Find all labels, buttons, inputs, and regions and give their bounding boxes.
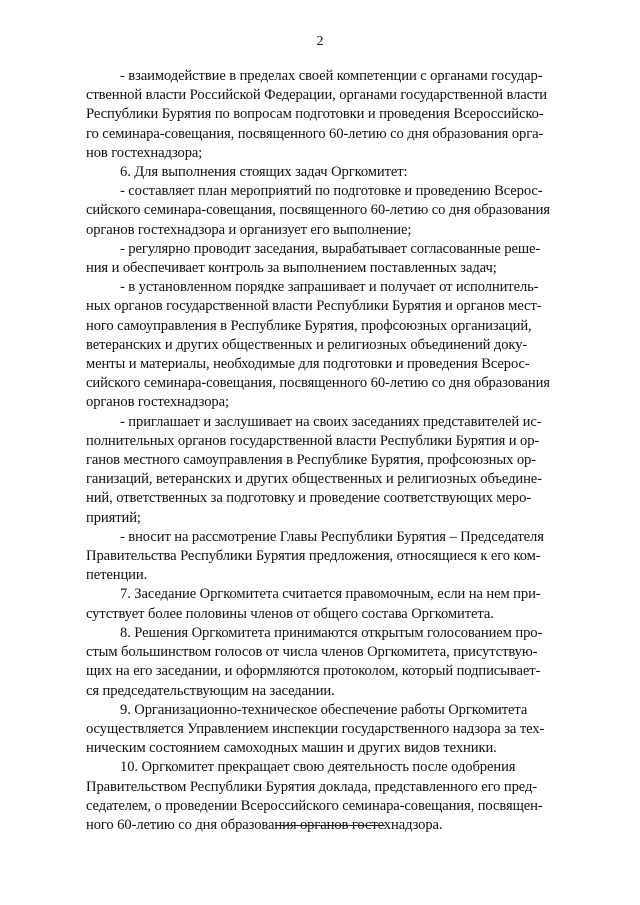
paragraph-interaction-clause: - взаимодействие в пределах своей компетенции с органами государ- ственной власти Российской Федерации, органами государственной власти Республики Бурятия по вопросам подготовки и проведения Всероссийско- го семинара-совещания, посвященного 60-летию со дня образования орга- нов гостехнадзора; xyxy=(86,68,547,161)
paragraph-item-6-heading: 6. Для выполнения стоящих задач Оргкомитет: xyxy=(120,164,408,181)
document-body xyxy=(86,67,573,835)
paragraph-invites-clause: - приглашает и заслушивает на своих заседаниях представителей ис- полнительных органов государственной власти Республики Бурятия и ор- ганов местного самоуправления в Республике Бурятия, профсоюзных ор- ганизаций, ветеранских и других общественных и религиозных объедине- ний, ответственных за подготовку и проведение соответствующих меро- приятий; xyxy=(86,413,542,526)
end-divider-line xyxy=(275,825,385,826)
paragraph-item-7: 7. Заседание Оргкомитета считается правомочным, если на нем при- сутствует более половины членов от общего состава Оргкомитета. xyxy=(86,586,541,622)
paragraph-item-9: 9. Организационно-техническое обеспечение работы Оргкомитета осуществляется Управлением инспекции государственного надзора за тех- ническим состоянием самоходных машин и других видов техники. xyxy=(86,701,545,757)
paragraph-proposals-clause: - вносит на рассмотрение Главы Республики Бурятия – Председателя Правительства Республики Бурятия предложения, относящиеся к его ком- петенции. xyxy=(86,528,544,584)
paragraph-item-10: 10. Оргкомитет прекращает свою деятельность после одобрения Правительством Республики Бурятия доклада, представленного его пред- седателем, о проведении Всероссийского семинара-совещания, посвящен- ного 60-летию со дня образования органов гостехнадзора. xyxy=(86,759,543,833)
paragraph-meetings-clause: - регулярно проводит заседания, вырабатывает согласованные реше- ния и обеспечивает контроль за выполнением поставленных задач; xyxy=(86,240,541,277)
page-number: 2 xyxy=(316,34,324,49)
paragraph-item-8: 8. Решения Оргкомитета принимаются открытым голосованием про- стым большинством голосов от числа членов Оргкомитета, присутствую- щих на его заседании, и оформляются протоколом, который подписывает- ся председательствующим на заседании. xyxy=(86,624,543,699)
paragraph-plan-clause: - составляет план мероприятий по подготовке и проведению Всерос- сийского семинара-совещания, посвященного 60-летию со дня образования органов гостехнадзора и организует его выполнение; xyxy=(86,183,550,238)
paragraph-requests-clause: - в установленном порядке запрашивает и получает от исполнитель- ных органов государственной власти Республики Бурятия и органов мест- ного самоуправления в Республике Бурятия, профсоюзных организаций, ветеранских и других общественных и религиозных объединений доку- менты и материалы, необходимые для подготовки и проведения Всерос- сийского семинара-совещания, посвященного 60-летию со дня образования органов гостехнадзора; xyxy=(86,279,550,411)
